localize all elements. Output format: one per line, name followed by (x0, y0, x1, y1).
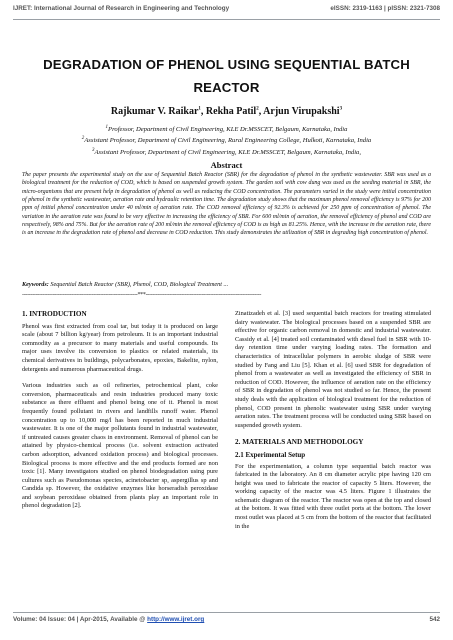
journal-name: IJRET: International Journal of Research in Engineering and Technology (13, 5, 230, 12)
paragraph: Phenol was first extracted from coal tar, but today it is produced on large scale (about 7 billion kg/year) from petroleum. It is an important industrial commodity as a precursor to many materials and useful compounds. Its major uses involve its conversion to plastics or related materials, its chemical derivatives in buildings, polycarbonates, epoxies, Bakelite, nylon, detergents and numerous pharmaceutical drugs. (22, 322, 218, 373)
page-number: 542 (429, 616, 440, 623)
abstract-text: The paper presents the experimental study on the use of Sequential Batch Reactor (SBR) for the degradation of phenol in the synthetic wastewater. SBR was used as a biological treatment for the reduction of COD, which is based on suspended growth system. The garden soil with cow dung was used as the seeding material in SBR, the micro-organisms that are present help in degradation of phenol as well as reducing the COD concentration. The parameters varied in the study were initial concentration of phenol in the synthetic wastewater, aeration rate and hydraulic retention time. The degradation study shows that the maximum phenol removal efficiency is 97% for 200 ppm of initial phenol concentration under 40 ml/min of aeration rate. The COD removal efficiency of 92.3% is achieved for 250 ppm of concentration of phenol. The variation in the aeration rate was found to be very effective in increasing the efficiency of SBR. For 600 ml/min of aeration, the removal efficiency of phenol and COD are respectively, 98% and 75%. But for the aeration rate of 200 ml/min the removal efficiency of COD is as high as 81.25%. Hence, with the increase in the aeration rate, there is an increase in the degradation rate of phenol and decrease in COD reduction. This study demonstrates the utilization of SBR in degrading high concentration of phenol. (22, 172, 431, 237)
footer-rule (13, 612, 440, 613)
keywords-label: Keywords: (22, 281, 49, 288)
left-column (22, 310, 218, 519)
subsection-heading-setup: 2.1 Experimental Setup (235, 450, 306, 459)
journal-link[interactable]: http://www.ijret.org (147, 616, 205, 623)
affiliation: $^1$Professor, Department of Civil Engineering, KLE Dr.MSSCET, Belgaum, Karnataka, India (105, 125, 348, 134)
author-list: Rajkumar V. Raikar$^1$, Rekha Patil$^2$, Arjun Virupakshi$^3$ (110, 106, 343, 117)
paragraph: Zinatizadeh et al. [3] used sequential batch reactors for treating stimulated dairy wastewater. The biological processes based on a suspended SBR are effective for organic carbon removal in domestic and industrial wastewater. Cassidy et al. [4] treated soil contaminated with diesel fuel in SBR with 10-day retention time under varying loading rates. The formation and characteristics of intracellular polymers in aerobic sludge of SBR were studied by Fang and Liu [5]. Khan et al. [6] used SBR for degradation of phenol from a wastewater as well as investigated the efficiency of SBR in reduction of COD. However, the influence of aeration rate on the efficiency of SBR in degradation of phenol was not studied so far. Hence, the present study deals with the application of biological treatment for the reduction of phenol, COD present in phenolic wastewater using SBR under varying aeration rates. The treatment process will be conducted using SBR based on suspended growth system. (235, 310, 431, 429)
header-rule (13, 19, 440, 20)
affiliations (20, 123, 433, 157)
affiliation: $^3$Assistant Professor, Department of Civil Engineering, KLE Dr.MSSCET, Belgaum, Karnataka, India, (92, 147, 361, 156)
author-name: Arjun Virupakshi (263, 106, 340, 117)
section-heading-introduction: 1. INTRODUCTION (22, 310, 87, 318)
section-separator: --------------------------------------------------------------------***-------------------------------------------------------------------- (22, 292, 262, 298)
journal-issn: eISSN: 2319-1163 | pISSN: 2321-7308 (330, 5, 440, 12)
footer-volume: Volume: 04 Issue: 04 | Apr-2015, Available @ http://www.ijret.org (13, 616, 205, 623)
author-name: Rekha Patil (205, 106, 257, 117)
paragraph: Various industries such as oil refineries, petrochemical plant, coke conversion, pharmaceuticals and resin industries produced many toxic substance as there effluent and phenol being one of it. Phenol is most frequently found pollutant in rivers and landfills runoff water. Phenol concentration up to 10,000 mg/l has been reported in much industrial wastewater. It is one of the major pollutants found in industrial wastewater, if untreated causes greater chaos in environment. Removal of phenol can be attained by physico-chemical process (i.e. solvent extraction activated carbon adsorption, advanced oxidation process) and biological processes. Biological process is more effective and the end products formed are non toxic [1]. Many investigators studied on phenol biodegradation using pure cultures such as Pseudomonas species, acinetobacter sp, aspergillus sp and Candida sp. However, the oxidative enzymes like horseradish peroxidase and soybean peroxidase obtained from plants play an important role in phenol degradation [2]. (22, 382, 218, 510)
author-name: Rajkumar V. Raikar (110, 106, 199, 117)
page-footer (13, 616, 440, 623)
journal-header (13, 5, 440, 12)
abstract-heading: Abstract (210, 160, 243, 170)
section-heading-materials: 2. MATERIALS AND METHODOLOGY (235, 438, 364, 447)
keywords-text: Sequential Batch Reactor (SBR), Phenol, COD, Biological Treatment ... (50, 281, 229, 288)
affiliation: $^2$Assistant Professor, Department of Civil Engineering, Rural Engineering College, Hulkoti, Karnataka, India (81, 136, 372, 145)
paragraph: For the experimentation, a column type sequential batch reactor was fabricated in the laboratory. An 8 cm diameter acrylic pipe having 120 cm height was used to fabricate the reactor of capacity 5 liters. However, the working capacity of the reactor was 4.5 liters. Figure 1 illustrates the schematic diagram of the reactor. The reactor was open at the top and closed at the bottom. It was fitted with three outlet ports at the bottom. The lower most outlet was placed at 5 cm from the bottom of the reactor that facilitated in the (235, 462, 431, 530)
right-column (235, 310, 431, 539)
keywords (22, 281, 431, 288)
paper-title: DEGRADATION OF PHENOL USING SEQUENTIAL BATCH REACTOR (43, 57, 410, 95)
